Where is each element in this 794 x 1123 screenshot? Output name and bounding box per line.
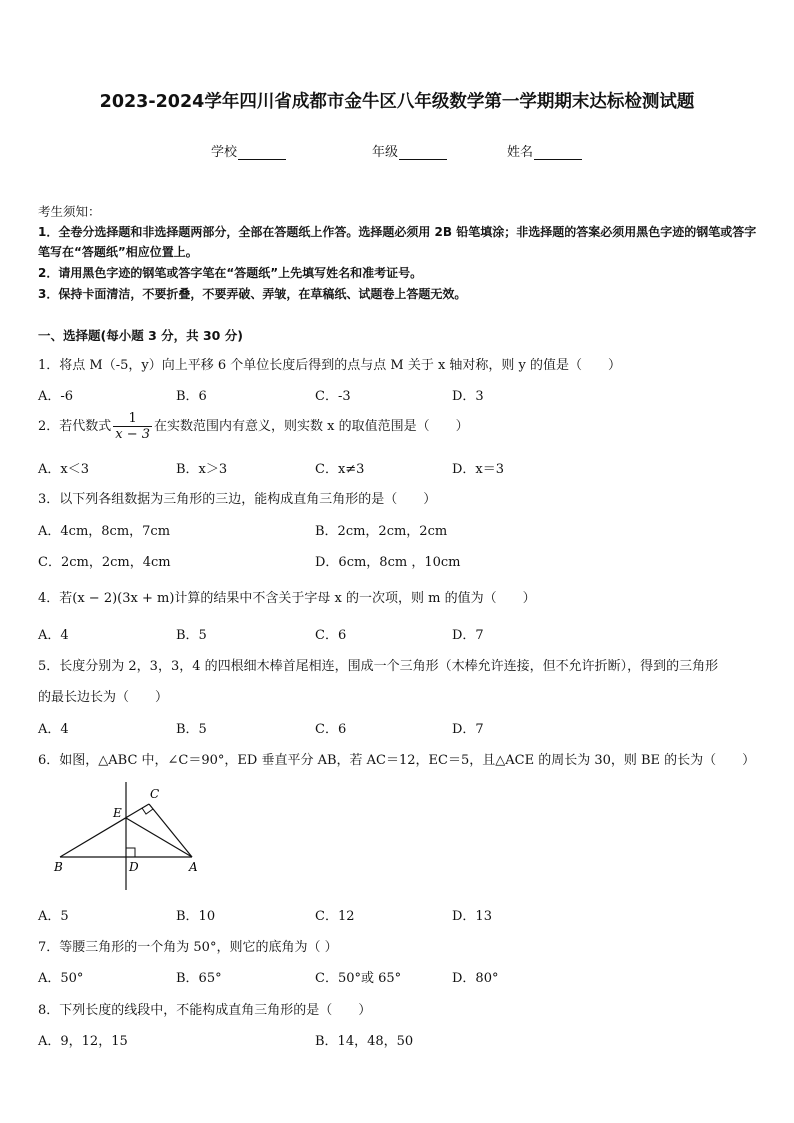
question-7-options <box>38 967 760 985</box>
option-c: C．2cm，2cm，4cm <box>38 555 171 570</box>
segment-ea <box>126 818 192 857</box>
segment-bc <box>60 804 149 857</box>
notice-heading: 考生须知： <box>38 204 101 219</box>
option-a: A．4 <box>38 722 69 737</box>
option-c: C．6 <box>315 628 347 643</box>
option-b: B．5 <box>176 628 207 643</box>
option-a: A．-6 <box>38 389 74 404</box>
question-5-line-1: 5．长度分别为 2，3，3，4 的四根细木棒首尾相连，围成一个三角形（木棒允许连接，但不允许折断），得到的三角形 <box>38 659 719 674</box>
option-c: C．-3 <box>315 389 351 404</box>
option-b: B．6 <box>176 389 207 404</box>
option-a: A．x＜3 <box>38 462 89 477</box>
name-label: 姓名 <box>507 145 534 160</box>
notice-item: 3．保持卡面清洁，不要折叠，不要弄破、弄皱，在草稿纸、试题卷上答题无效。 <box>38 287 467 301</box>
option-a: A．5 <box>38 909 69 924</box>
question-3-options-row2 <box>38 551 760 569</box>
segment-ca <box>149 804 192 857</box>
question-2-options <box>38 458 760 476</box>
option-a: A．4cm，8cm，7cm <box>38 524 171 539</box>
label-b: B <box>54 860 63 874</box>
option-b: B．x＞3 <box>176 462 228 477</box>
question-6: 6．如图，△ABC 中，∠C＝90°，ED 垂直平分 AB，若 AC＝12，EC＝5，且△ACE 的周长为 30，则 BE 的长为（ ） <box>38 753 756 768</box>
label-e: E <box>113 806 122 820</box>
option-a: A．50° <box>38 971 84 986</box>
notice-item: 2．请用黑色字迹的钢笔或答字笔在“答题纸”上先填写姓名和准考证号。 <box>38 266 423 280</box>
option-d: D．13 <box>452 909 492 924</box>
question-4-options <box>38 624 760 642</box>
grade-label: 年级 <box>372 145 399 160</box>
question-1: 1．将点 M（-5，y）向上平移 6 个单位长度后得到的点与点 M 关于 x 轴对称，则 y 的值是（ ） <box>38 358 622 373</box>
question-4: 4．若(x − 2)(3x + m)计算的结果中不含关于字母 x 的一次项，则 m 的值为（ ） <box>38 591 536 606</box>
fraction-numerator: 1 <box>113 411 152 427</box>
question-2-text-before: 2．若代数式 <box>38 419 112 434</box>
label-d: D <box>129 860 139 874</box>
option-d: D．3 <box>452 389 484 404</box>
question-8-options <box>38 1030 760 1048</box>
option-c: C．50°或 65° <box>315 971 402 986</box>
option-d: D．7 <box>452 628 484 643</box>
question-5-line-2: 的最长边长为（ ） <box>38 690 169 705</box>
option-a: A．4 <box>38 628 69 643</box>
question-3: 3．以下列各组数据为三角形的三边，能构成直角三角形的是（ ） <box>38 492 437 507</box>
name-blank <box>534 146 582 160</box>
question-6-options <box>38 905 760 923</box>
school-field <box>211 141 286 160</box>
option-d: D．80° <box>452 971 499 986</box>
option-b: B．14，48，50 <box>315 1034 414 1049</box>
question-2-text-after: 在实数范围内有意义，则实数 x 的取值范围是（ ） <box>154 419 469 434</box>
notice-item: 1．全卷分选择题和非选择题两部分，全部在答题纸上作答。选择题必须用 2B 铅笔填涂；非选择题的答案必须用黑色字迹的钢笔或答字笔写在“答题纸”相应位置上。 <box>38 225 757 259</box>
option-b: B．2cm，2cm，2cm <box>315 524 448 539</box>
option-d: D．x＝3 <box>452 462 505 477</box>
grade-field <box>372 141 447 160</box>
question-5-options <box>38 718 760 736</box>
question-1-options <box>38 385 760 403</box>
option-d: D．7 <box>452 722 484 737</box>
student-info-row <box>0 141 794 161</box>
right-angle-mark-d <box>126 848 135 857</box>
label-c: C <box>150 787 160 801</box>
triangle-figure <box>50 782 210 892</box>
option-b: B．10 <box>176 909 216 924</box>
right-angle-mark-c <box>142 808 153 814</box>
question-2 <box>38 411 760 442</box>
option-c: C．12 <box>315 909 355 924</box>
exam-title: 2023-2024学年四川省成都市金牛区八年级数学第一学期期末达标检测试题 <box>99 92 695 112</box>
option-b: B．5 <box>176 722 207 737</box>
option-c: C．x≠3 <box>315 462 365 477</box>
fraction-denominator: x − 3 <box>115 427 151 442</box>
grade-blank <box>399 146 447 160</box>
school-blank <box>238 146 286 160</box>
option-d: D．6cm，8cm ，10cm <box>315 555 461 570</box>
fraction <box>113 411 152 442</box>
option-a: A．9，12，15 <box>38 1034 128 1049</box>
option-b: B．65° <box>176 971 222 986</box>
label-a: A <box>189 860 198 874</box>
question-7: 7．等腰三角形的一个角为 50°，则它的底角为（ ） <box>38 940 338 955</box>
option-c: C．6 <box>315 722 347 737</box>
school-label: 学校 <box>211 145 238 160</box>
name-field <box>507 141 582 160</box>
section-title: 一、选择题(每小题 3 分，共 30 分) <box>38 328 243 343</box>
question-8: 8．下列长度的线段中，不能构成直角三角形的是（ ） <box>38 1003 372 1018</box>
question-3-options-row1 <box>38 520 760 538</box>
